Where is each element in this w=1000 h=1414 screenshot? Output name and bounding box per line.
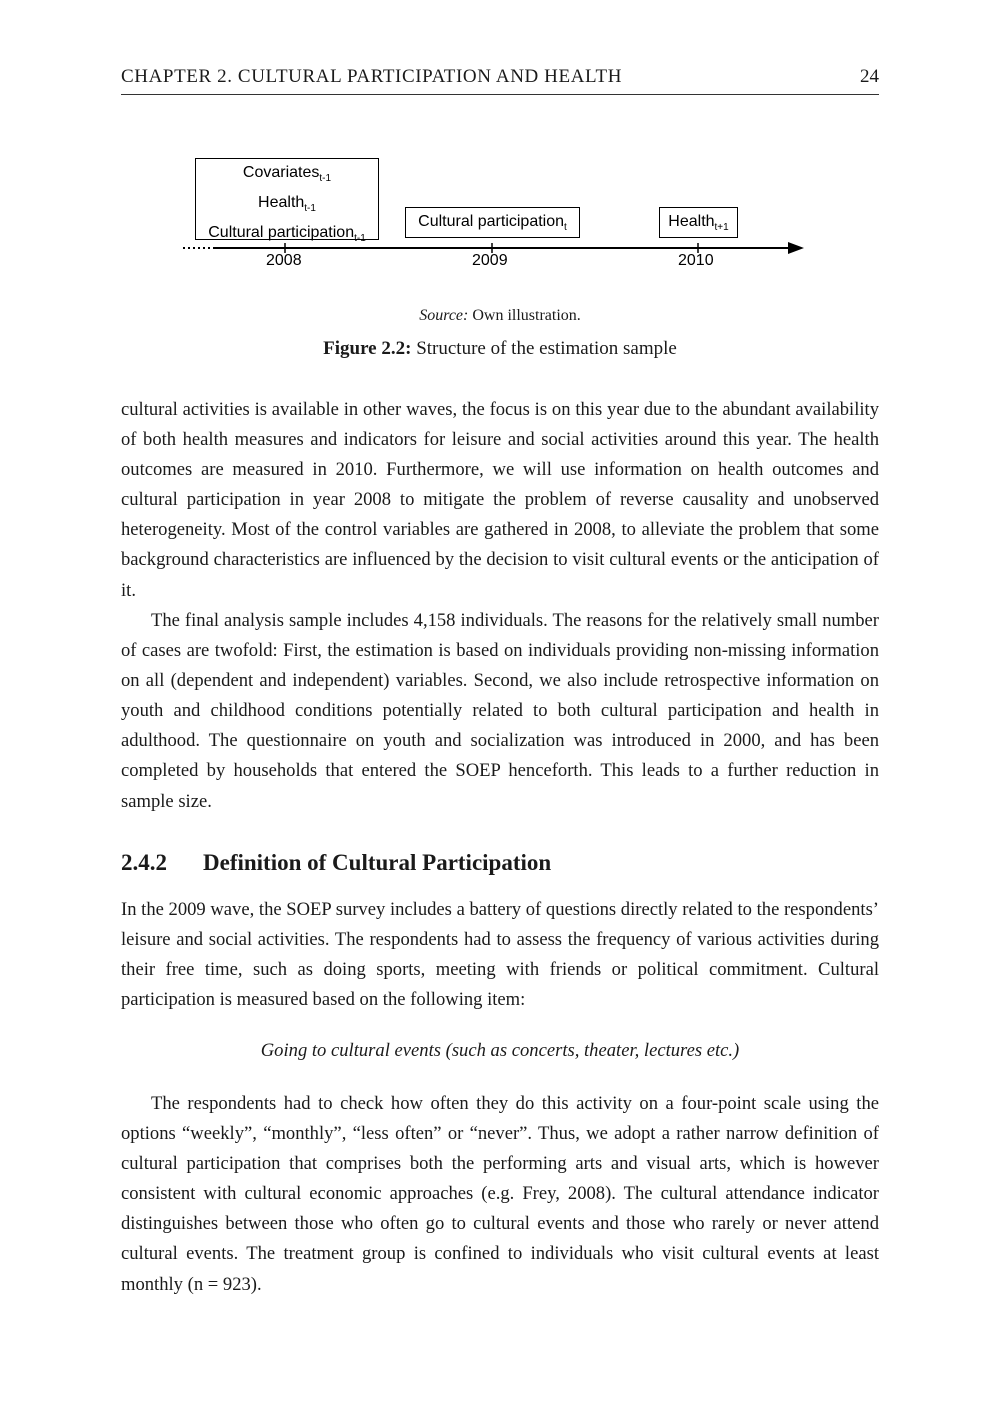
timeline-arrowhead: [788, 242, 804, 254]
paragraph-1: cultural activities is available in other waves, the focus is on this year due to the abundant availability of both health measures and indicators for leisure and social activities around this year. The health outcomes are measured in 2010. Furthermore, we will use information on health outcomes and cultural participation in year 2008 to mitigate the problem of reverse causality and unobserved heterogeneity. Most of the control variables are gathered in 2008, to alleviate the problem that some background characteristics are influenced by the decision to visit cultural events or the anticipation of it.: [121, 399, 879, 601]
survey-item-quote: Going to cultural events (such as concerts, theater, lectures etc.): [260, 1040, 740, 1061]
box-2010-health: Health$_{t+1}$: [659, 207, 738, 238]
timeline-figure: [170, 150, 830, 280]
page-header: [121, 66, 879, 95]
tick-label-2010: 2010: [678, 252, 714, 269]
tick-label-2009: 2009: [472, 252, 508, 269]
box-2009-cultural-participation: Cultural participation$_t$: [405, 207, 580, 238]
box-2008-variables: Covariates$_{t-1}$ Health$_{t-1}$ Cultural participation$_{t-1}$: [195, 158, 379, 240]
section-number: 2.4.2: [121, 850, 167, 875]
running-title: CHAPTER 2. CULTURAL PARTICIPATION AND HEALTH: [121, 66, 623, 87]
section-title: Definition of Cultural Participation: [203, 850, 552, 875]
page-number: 24: [860, 66, 879, 87]
paragraph-4: The respondents had to check how often they do this activity on a four-point scale using the options “weekly”, “monthly”, “less often” or “never”. Thus, we adopt a rather narrow definition of cultural participation that comprises both the performing arts and visual arts, which is however consistent with cultural economic approaches (e.g. Frey, 2008). The cultural attendance indicator distinguishes between those who often go to cultural events and those who rarely or never attend cultural events. The treatment group is confined to individuals who visit cultural events at least monthly (n = 923).: [121, 1093, 879, 1295]
figure-caption: Figure 2.2: Structure of the estimation sample: [323, 338, 677, 359]
figure-source: Source: Own illustration.: [419, 307, 581, 324]
paragraph-2: The final analysis sample includes 4,158 individuals. The reasons for the relatively small number of cases are twofold: First, the estimation is based on individuals providing non-missing information on all (dependent and independent) variables. Second, we also include retrospective information on youth and childhood conditions potentially related to both cultural participation and health in adulthood. The questionnaire on youth and socialization was introduced in 2000, and has been completed by households that entered the SOEP henceforth. This leads to a further reduction in sample size.: [121, 610, 879, 812]
paragraph-3: In the 2009 wave, the SOEP survey includes a battery of questions directly related to the respondents’ leisure and social activities. The respondents had to assess the frequency of various activities during their free time, such as doing sports, meeting with friends or political commitment. Cultural participation is measured based on the following item:: [121, 899, 879, 1011]
section-heading: [121, 850, 551, 876]
tick-label-2008: 2008: [266, 252, 302, 269]
